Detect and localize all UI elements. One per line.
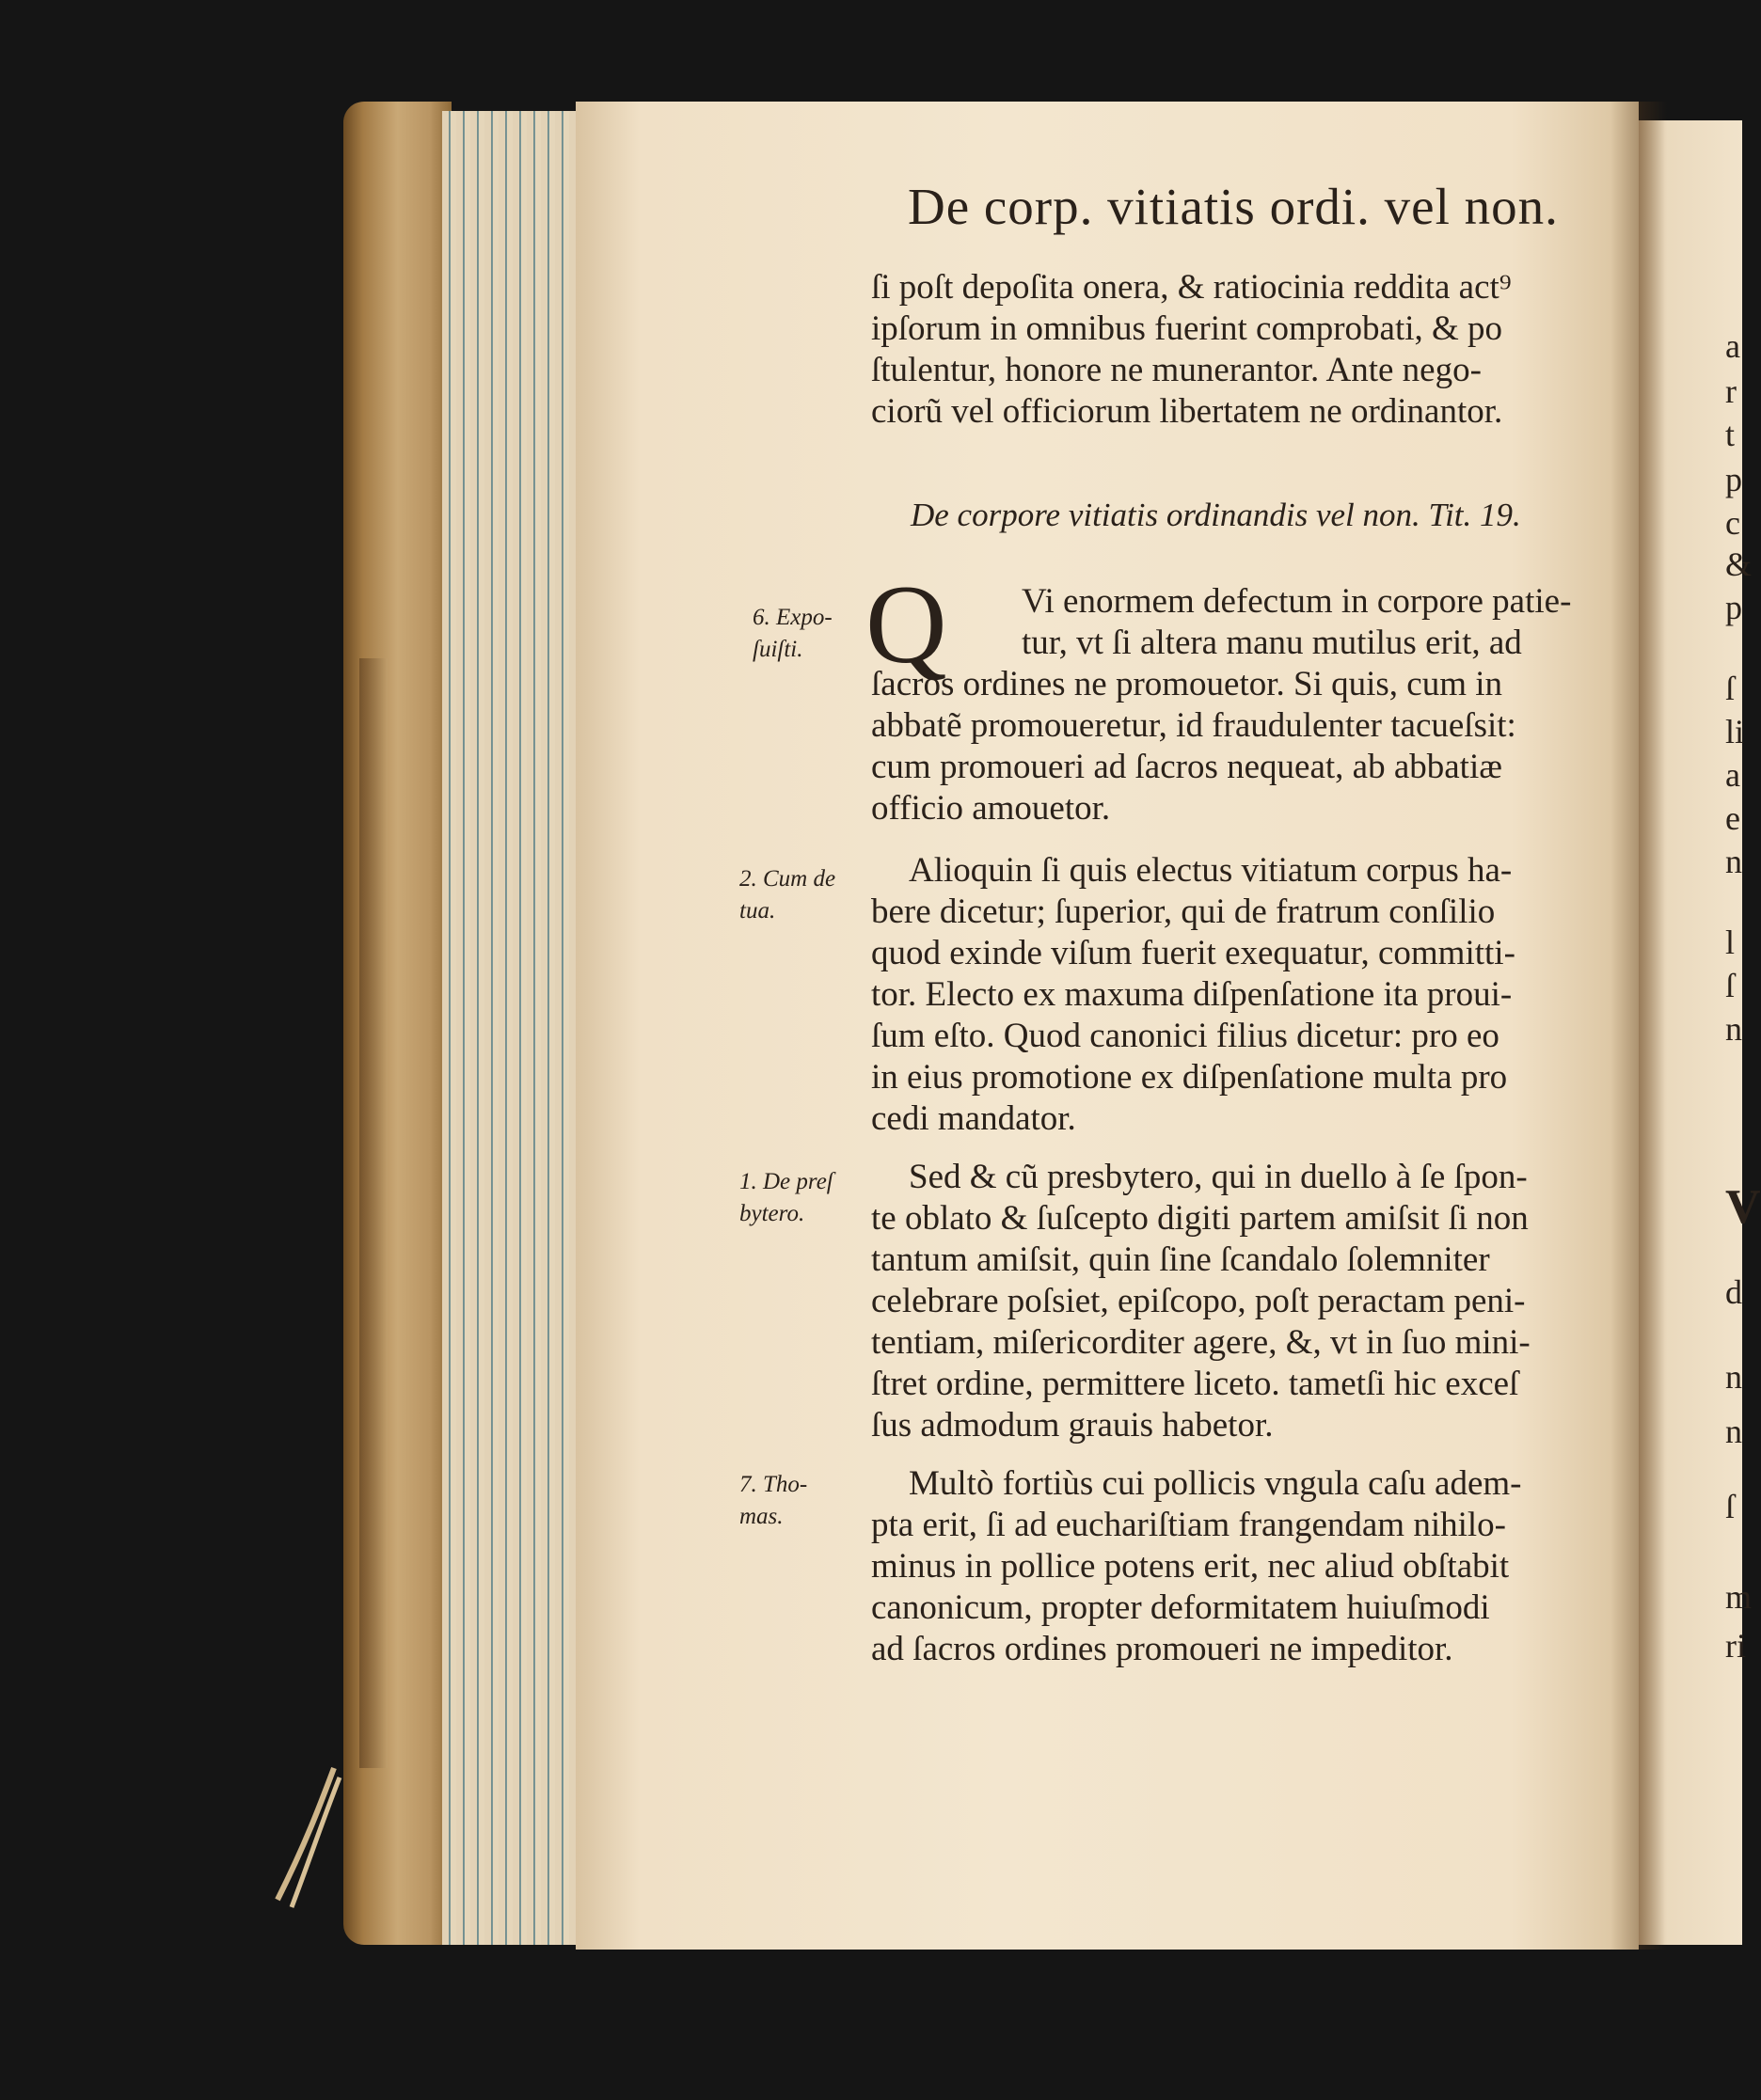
next-page-fragment: a <box>1725 756 1740 794</box>
next-page-fragment: n <box>1725 1358 1742 1396</box>
text-line: abbatẽ promoueretur, id fraudulenter tacueſsit: <box>871 706 1516 745</box>
next-page-fragment: c <box>1725 504 1740 542</box>
text-line: officio amouetor. <box>871 789 1111 828</box>
marginal-note: 1. De preſ bytero. <box>739 1169 833 1226</box>
text-line: ipſorum in omnibus fuerint comprobati, & po <box>871 309 1503 348</box>
next-page-fragment: ri <box>1725 1627 1746 1665</box>
paragraph-4 <box>871 1463 1605 1670</box>
next-page-fragment: p <box>1725 589 1742 626</box>
paragraph-top <box>871 267 1605 433</box>
next-page-fragment: p <box>1725 461 1742 498</box>
next-page-fragment: V <box>1725 1180 1761 1234</box>
text-line: tantum amiſsit, quin ſine ſcandalo ſolemniter <box>871 1240 1490 1279</box>
marginal-note: 6. Expo- ſuiſti. <box>753 605 833 662</box>
next-page-fragment: & <box>1725 545 1753 583</box>
text-line: minus in pollice potens erit, nec aliud obſtabit <box>871 1547 1510 1586</box>
section-subheading: De corpore vitiatis ordinandis vel non. Tit. 19. <box>911 497 1521 533</box>
text-line: Alioquin ſi quis electus vitiatum corpus ha- <box>909 851 1513 890</box>
text-line: tentiam, miſericorditer agere, &, vt in ſuo mini- <box>871 1323 1531 1362</box>
text-line: ſi poſt depoſita onera, & ratiocinia reddita act⁹ <box>871 268 1512 307</box>
paragraph-3 <box>871 1157 1605 1446</box>
text-line: canonicum, propter deformitatem huiuſmodi <box>871 1588 1490 1627</box>
marginal-note: 7. Tho- mas. <box>739 1472 808 1529</box>
cover-crease <box>359 658 388 1768</box>
text-line: te oblato & ſuſcepto digiti partem amiſsit ſi non <box>871 1199 1529 1238</box>
next-page-fragment: a <box>1725 327 1740 365</box>
text-line: ciorũ vel officiorum libertatem ne ordinantor. <box>871 392 1503 431</box>
next-page-fragment: d <box>1725 1273 1742 1311</box>
next-page-fragment: n <box>1725 1413 1742 1450</box>
next-page-fragment: n <box>1725 1010 1742 1048</box>
text-line: ſtulentur, honore ne munerantor. Ante nego- <box>871 351 1482 389</box>
text-line: bere dicetur; ſuperior, qui de fratrum conſilio <box>871 892 1496 931</box>
text-line: Vi enormem defectum in corpore patie- <box>1022 582 1572 621</box>
text-line: pta erit, ſi ad euchariſtiam frangendam nihilo- <box>871 1506 1506 1544</box>
next-page-fragment: ſ <box>1725 670 1736 707</box>
text-line: quod exinde viſum fuerit exequatur, committi- <box>871 934 1515 972</box>
text-line: ſacros ordines ne promouetor. Si quis, cum in <box>871 665 1503 703</box>
text-line: Sed & cũ presbytero, qui in duello à ſe ſpon- <box>909 1158 1528 1196</box>
next-page-fragment: li <box>1725 713 1745 750</box>
next-page-fragment: l <box>1725 924 1736 961</box>
next-page-fragment: t <box>1725 416 1736 453</box>
text-line: Multò fortiùs cui pollicis vngula caſu adem- <box>909 1464 1522 1503</box>
page-edges <box>442 111 583 1945</box>
next-page-fragment: e <box>1725 799 1740 837</box>
text-line: celebrare poſsiet, epiſcopo, poſt peractam peni- <box>871 1282 1526 1320</box>
paragraph-1 <box>871 581 1605 829</box>
text-line: tur, vt ſi altera manu mutilus erit, ad <box>1022 624 1522 662</box>
next-page-fragment: m <box>1725 1578 1753 1616</box>
gutter-shadow <box>1610 102 1667 1950</box>
running-header: De corp. vitiatis ordi. vel non. <box>908 178 1559 235</box>
ribbon-ties <box>268 1768 343 1909</box>
text-line: ſtret ordine, permittere liceto. tametſi hic exceſ <box>871 1365 1519 1403</box>
text-line: ſum eſto. Quod canonici filius dicetur: pro eo <box>871 1017 1499 1055</box>
next-page-fragment: n <box>1725 843 1742 880</box>
text-line: tor. Electo ex maxuma diſpenſatione ita proui- <box>871 975 1513 1014</box>
text-line: ſus admodum grauis habetor. <box>871 1406 1274 1445</box>
text-line: in eius promotione ex diſpenſatione multa pro <box>871 1058 1508 1097</box>
next-page-fragment: r <box>1725 372 1737 410</box>
next-page-fragment: ſ <box>1725 967 1736 1004</box>
text-line: cedi mandator. <box>871 1099 1076 1138</box>
marginal-note: 2. Cum de tua. <box>739 866 836 924</box>
paragraph-2 <box>871 850 1605 1140</box>
text-line: cum promoueri ad ſacros nequeat, ab abbatiæ <box>871 748 1502 786</box>
text-line: ad ſacros ordines promoueri ne impeditor. <box>871 1630 1453 1668</box>
next-page-fragment: ſ <box>1725 1488 1736 1525</box>
drop-capital: Q <box>865 561 947 687</box>
